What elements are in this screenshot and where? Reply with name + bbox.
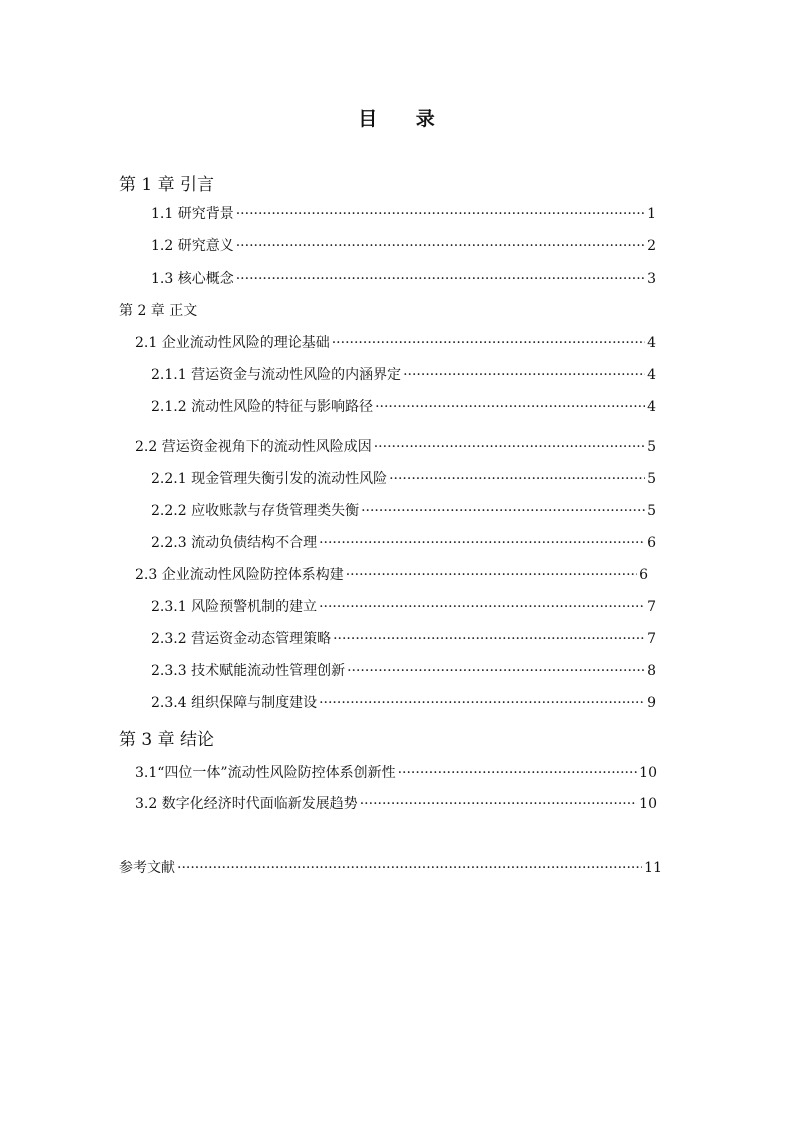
toc-entry-page: 5 (647, 471, 656, 487)
toc-entry-page: 11 (644, 860, 662, 876)
toc-entry-page: 1 (647, 206, 656, 222)
toc-entry-page: 7 (647, 631, 656, 647)
toc-entry-2-1-1[interactable] (151, 364, 656, 385)
toc-entry-page: 7 (647, 599, 656, 615)
toc-entry-2-2-3[interactable] (151, 532, 656, 553)
leader-dots (319, 599, 645, 617)
leader-dots (346, 567, 637, 585)
toc-entry-page: 3 (647, 271, 656, 287)
leader-dots (333, 631, 645, 649)
toc-entry-label: 2.2 营运资金视角下的流动性风险成因 (135, 439, 372, 455)
leader-dots (347, 663, 645, 681)
toc-entry-page: 8 (647, 663, 656, 679)
toc-entry-3-2[interactable] (135, 793, 657, 814)
toc-entry-page: 6 (639, 567, 648, 583)
toc-entry-page: 2 (647, 238, 656, 254)
toc-entry-label: 1.1 研究背景 (151, 206, 234, 222)
leader-dots (374, 439, 645, 457)
toc-entry-2-3[interactable] (135, 564, 648, 585)
toc-entry-page: 4 (647, 367, 656, 383)
toc-entry-page: 6 (647, 535, 656, 551)
toc-entry-label: 2.1.2 流动性风险的特征与影响路径 (151, 399, 374, 415)
toc-entry-label: 3.2 数字化经济时代面临新发展趋势 (135, 796, 358, 812)
leader-dots (398, 765, 638, 783)
toc-title: 目 录 (358, 108, 451, 130)
chapter-3-heading[interactable]: 第 3 章 结论 (119, 730, 215, 750)
toc-entry-1-3[interactable] (151, 268, 656, 289)
leader-dots (361, 503, 645, 521)
toc-entry-2-2-1[interactable] (151, 468, 656, 489)
leader-dots (389, 471, 645, 489)
leader-dots (177, 860, 642, 878)
toc-entry-2-2-2[interactable] (151, 500, 656, 521)
toc-entry-page: 5 (647, 439, 656, 455)
leader-dots (319, 695, 645, 713)
chapter-2-heading[interactable]: 第 2 章 正文 (119, 303, 198, 319)
leader-dots (332, 335, 645, 353)
toc-entry-label: 1.2 研究意义 (151, 238, 234, 254)
chapter-1-heading[interactable]: 第 1 章 引言 (119, 175, 215, 195)
toc-entry-1-2[interactable] (151, 235, 656, 256)
leader-dots (375, 399, 645, 417)
leader-dots (236, 238, 645, 256)
toc-entry-2-1-2[interactable] (151, 396, 656, 417)
toc-entry-label: 2.3.4 组织保障与制度建设 (151, 695, 318, 711)
toc-entry-label: 2.2.1 现金管理失衡引发的流动性风险 (151, 471, 388, 487)
toc-entry-3-1[interactable] (135, 762, 657, 783)
toc-entry-page: 10 (639, 765, 657, 781)
toc-entry-references[interactable] (119, 857, 662, 878)
toc-entry-2-3-2[interactable] (151, 628, 656, 649)
toc-entry-2-3-1[interactable] (151, 596, 656, 617)
toc-entry-label: 1.3 核心概念 (151, 271, 234, 287)
toc-entry-label: 2.3.1 风险预警机制的建立 (151, 599, 318, 615)
toc-entry-2-1[interactable] (135, 332, 656, 353)
leader-dots (236, 271, 645, 289)
toc-entry-label: 2.3.2 营运资金动态管理策略 (151, 631, 332, 647)
toc-entry-label: 2.1.1 营运资金与流动性风险的内涵界定 (151, 367, 402, 383)
toc-entry-page: 4 (647, 399, 656, 415)
toc-entry-page: 4 (647, 335, 656, 351)
toc-entry-label: 2.1 企业流动性风险的理论基础 (135, 335, 330, 351)
toc-entry-label: 2.3.3 技术赋能流动性管理创新 (151, 663, 346, 679)
toc-entry-2-2[interactable] (135, 436, 656, 457)
toc-entry-label: 2.2.3 流动负债结构不合理 (151, 535, 318, 551)
toc-entry-page: 9 (647, 695, 656, 711)
toc-entry-page: 5 (647, 503, 656, 519)
leader-dots (403, 367, 645, 385)
toc-entry-label: 参考文献 (119, 860, 175, 876)
leader-dots (236, 206, 645, 224)
toc-entry-1-1[interactable] (151, 203, 656, 224)
toc-entry-page: 10 (639, 796, 657, 812)
toc-entry-2-3-3[interactable] (151, 660, 656, 681)
leader-dots (360, 796, 637, 814)
toc-entry-label: 2.2.2 应收账款与存货管理类失衡 (151, 503, 360, 519)
leader-dots (319, 535, 645, 553)
toc-entry-2-3-4[interactable] (151, 692, 656, 713)
toc-entry-label: 2.3 企业流动性风险防控体系构建 (135, 567, 344, 583)
toc-entry-label: 3.1“四位一体”流动性风险防控体系创新性 (135, 765, 396, 781)
